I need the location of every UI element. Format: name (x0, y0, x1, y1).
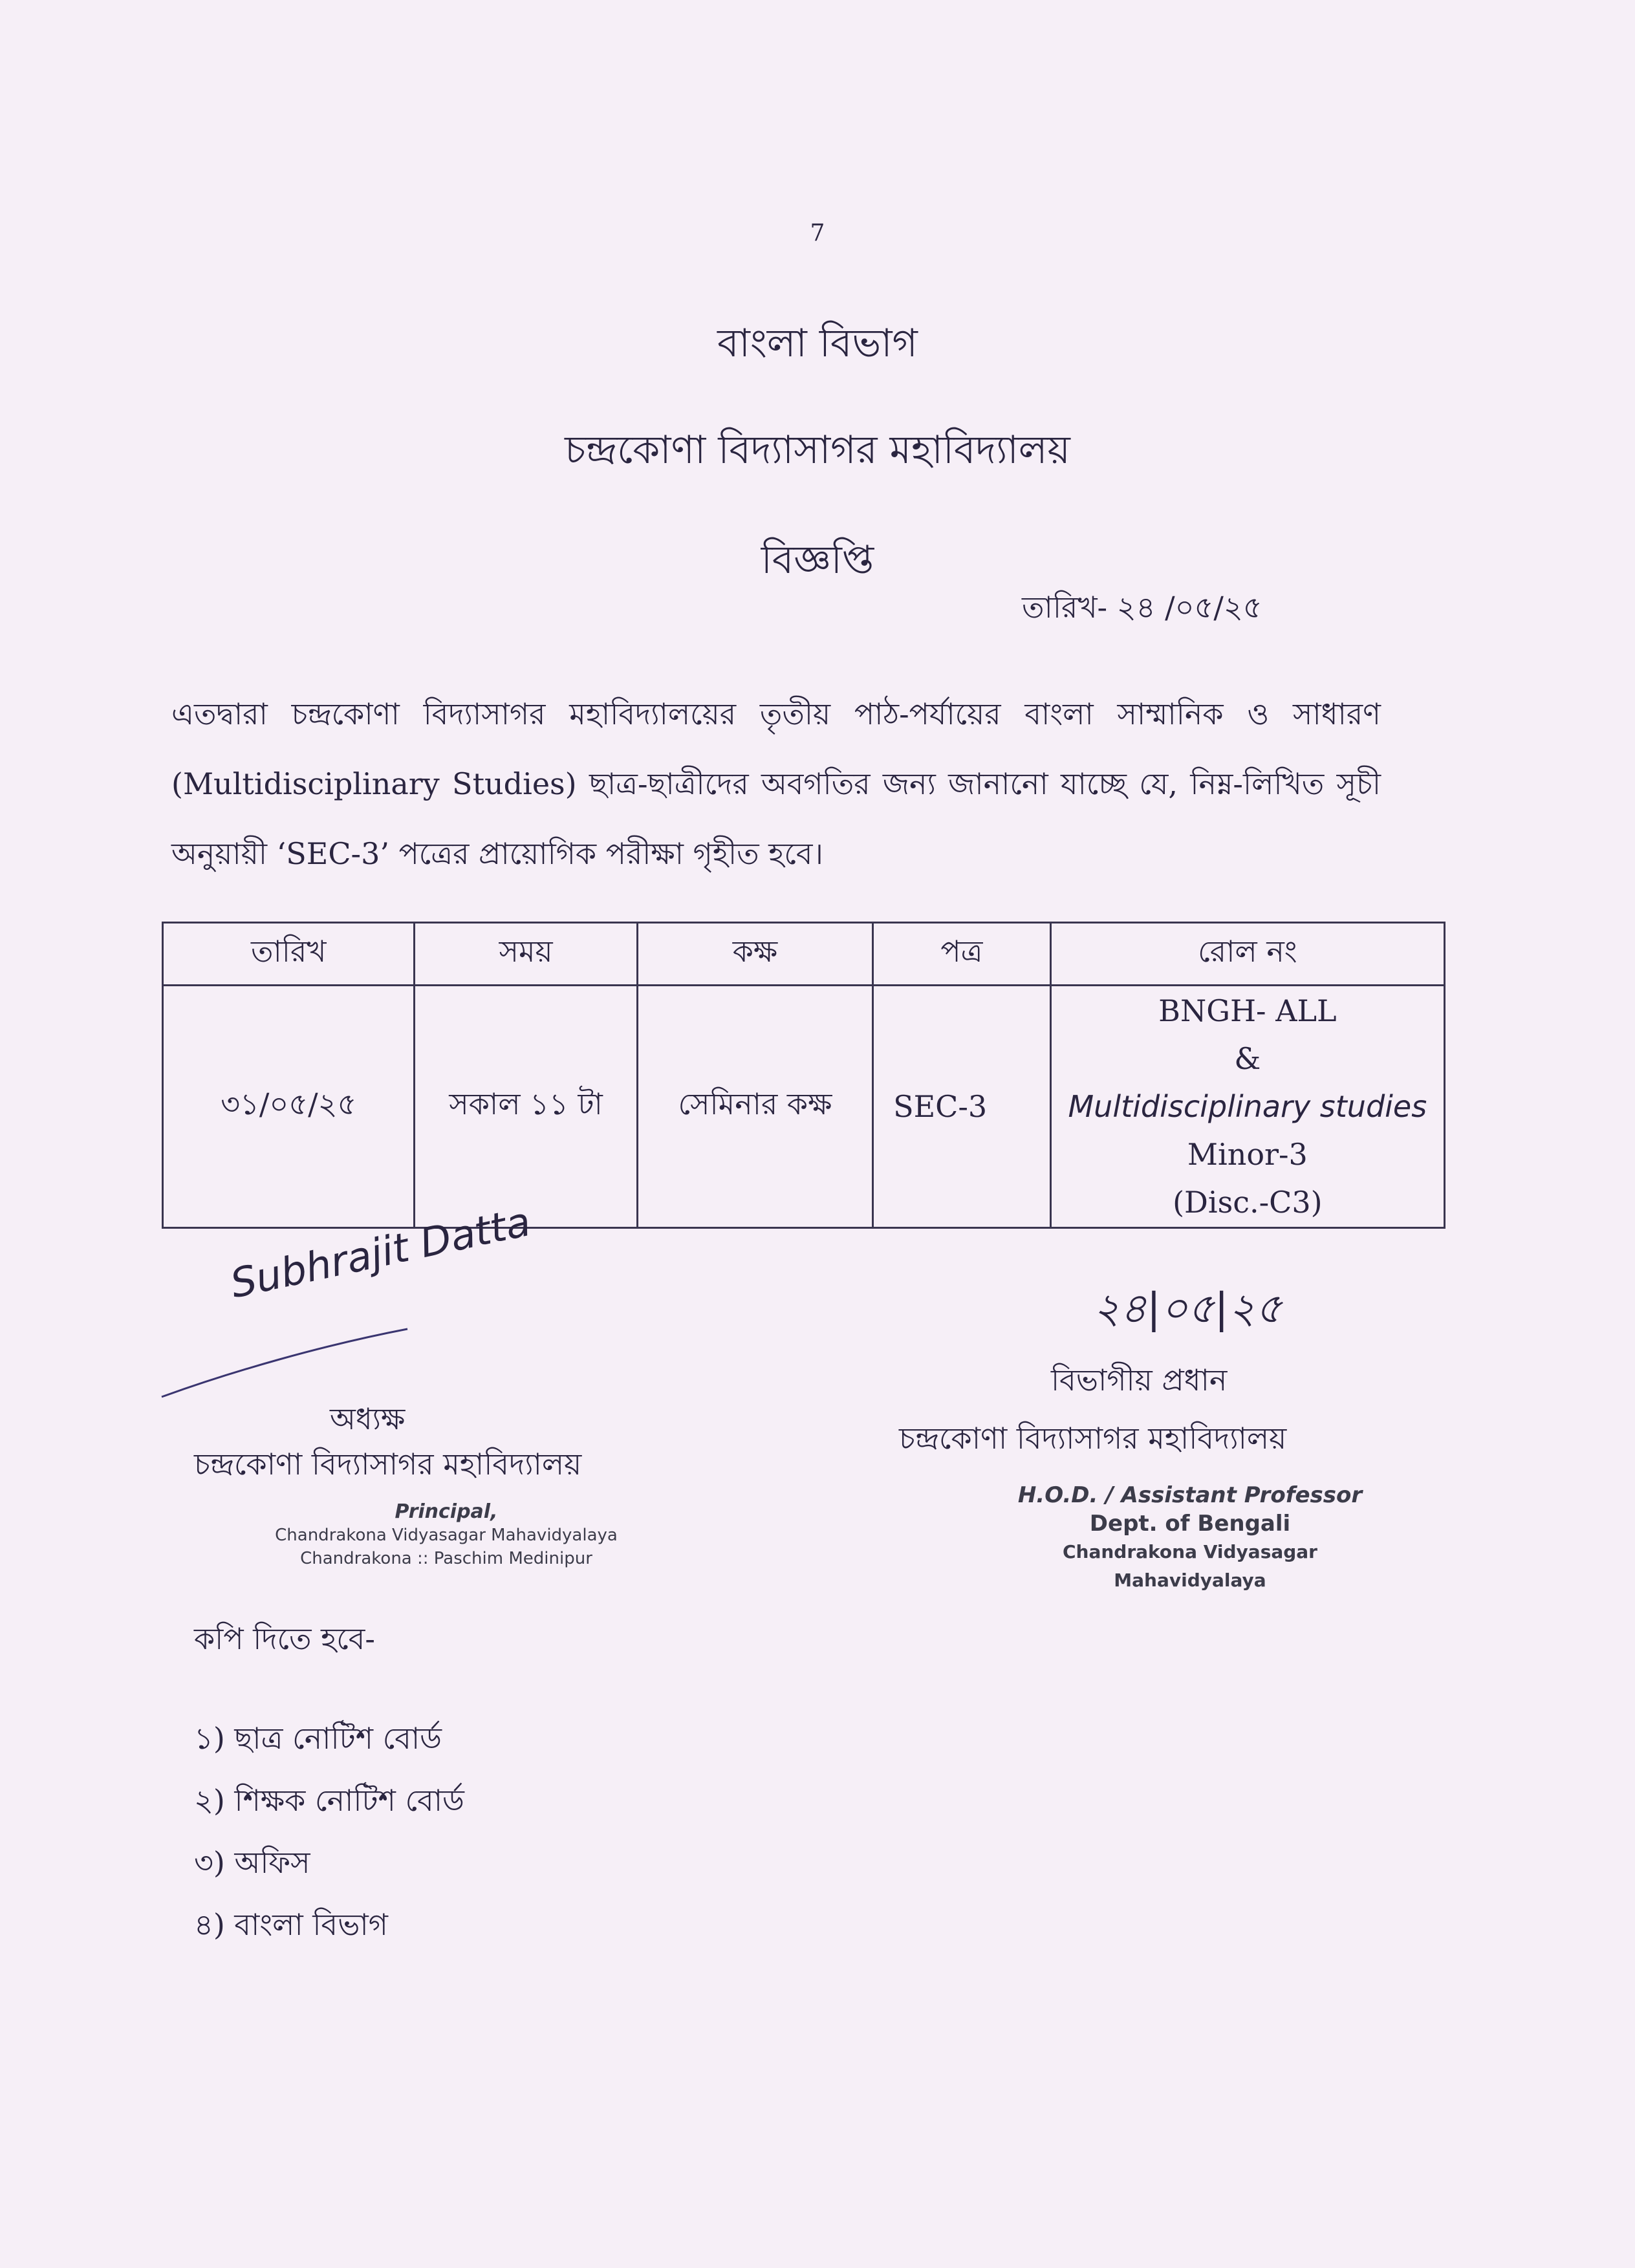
hod-stamp (996, 1481, 1384, 1595)
list-item: ১) ছাত্র নোটিশ বোর্ড (194, 1721, 442, 1756)
schedule-table (162, 922, 1446, 1229)
cell-room: সেমিনার কক্ষ (637, 986, 872, 1228)
notice-body: এতদ্বারা চন্দ্রকোণা বিদ্যাসাগর মহাবিদ্যালয়ের তৃতীয় পাঠ-পর্যায়ের বাংলা সাম্মানিক ও সাধারণ (Multidisciplinary Studies) ছাত্র-ছাত্রীদের অবগতির জন্য জানানো যাচ্ছে যে, নিম্ন-লিখিত সূচী অনুয়ায়ী ‘SEC-3’ পত্রের প্রায়োগিক পরীক্ষা গৃহীত হবে। (171, 697, 1381, 871)
list-item: ৪) বাংলা বিভাগ (194, 1907, 388, 1942)
stamp-line: Chandrakona Vidyasagar Mahavidyalaya (1062, 1541, 1317, 1591)
notice-title: বিজ্ঞপ্তি (761, 537, 874, 583)
principal-signature-block (155, 1197, 673, 1455)
header-time: সময় (415, 923, 637, 986)
cell-roll (1050, 986, 1444, 1228)
stamp-line: Dept. of Bengali (1089, 1511, 1291, 1537)
header-date: তারিখ (163, 923, 415, 986)
cell-time: সকাল ১১ টা (415, 986, 637, 1228)
principal-college: চন্দ্রকোণা বিদ্যাসাগর মহাবিদ্যালয় (194, 1447, 582, 1482)
signature-stroke (155, 1326, 414, 1403)
table-header-row (163, 923, 1445, 986)
principal-title: অধ্যক্ষ (330, 1401, 406, 1436)
college-heading: চন্দ্রকোণা বিদ্যাসাগর মহাবিদ্যালয় (565, 427, 1070, 473)
hod-college: চন্দ্রকোণা বিদ্যাসাগর মহাবিদ্যালয় (899, 1421, 1287, 1456)
stamp-line: Chandrakona Vidyasagar Mahavidyalaya (275, 1526, 618, 1545)
list-item: ২) শিক্ষক নোটিশ বোর্ড (194, 1783, 464, 1818)
cell-paper: SEC-3 (873, 986, 1051, 1228)
department-heading: বাংলা বিভাগ (717, 321, 918, 366)
copies-heading: কপি দিতে হবে- (194, 1621, 375, 1656)
cell-date: ৩১/০৫/২৫ (163, 986, 415, 1228)
header-room: কক্ষ (637, 923, 872, 986)
notice-date: তারিখ- ২৪ /০৫/২৫ (1022, 590, 1262, 625)
hod-signature-date: ২৪|০৫|২৫ (1093, 1285, 1283, 1333)
stamp-line: H.O.D. / Assistant Professor (1017, 1482, 1363, 1508)
list-item: ৩) অফিস (194, 1845, 310, 1880)
roll-line: (Disc.-C3) (1173, 1185, 1323, 1220)
principal-stamp (246, 1500, 647, 1570)
roll-line: & (1234, 1041, 1261, 1076)
header-paper: পত্র (873, 923, 1051, 986)
table-row (163, 986, 1445, 1228)
page-number: 7 (810, 220, 825, 246)
roll-line: Minor-3 (1187, 1137, 1308, 1172)
stamp-line: Principal, (395, 1500, 498, 1523)
roll-line: BNGH- ALL (1158, 993, 1337, 1028)
copies-list (194, 1707, 464, 1956)
principal-signature: Subhrajit Datta (226, 1197, 535, 1308)
header-roll: রোল নং (1050, 923, 1444, 986)
roll-line-handwritten: Multidisciplinary studies (1068, 1089, 1427, 1124)
stamp-line: Chandrakona :: Paschim Medinipur (300, 1549, 592, 1568)
hod-title: বিভাগীয় প্রধান (1051, 1363, 1228, 1398)
